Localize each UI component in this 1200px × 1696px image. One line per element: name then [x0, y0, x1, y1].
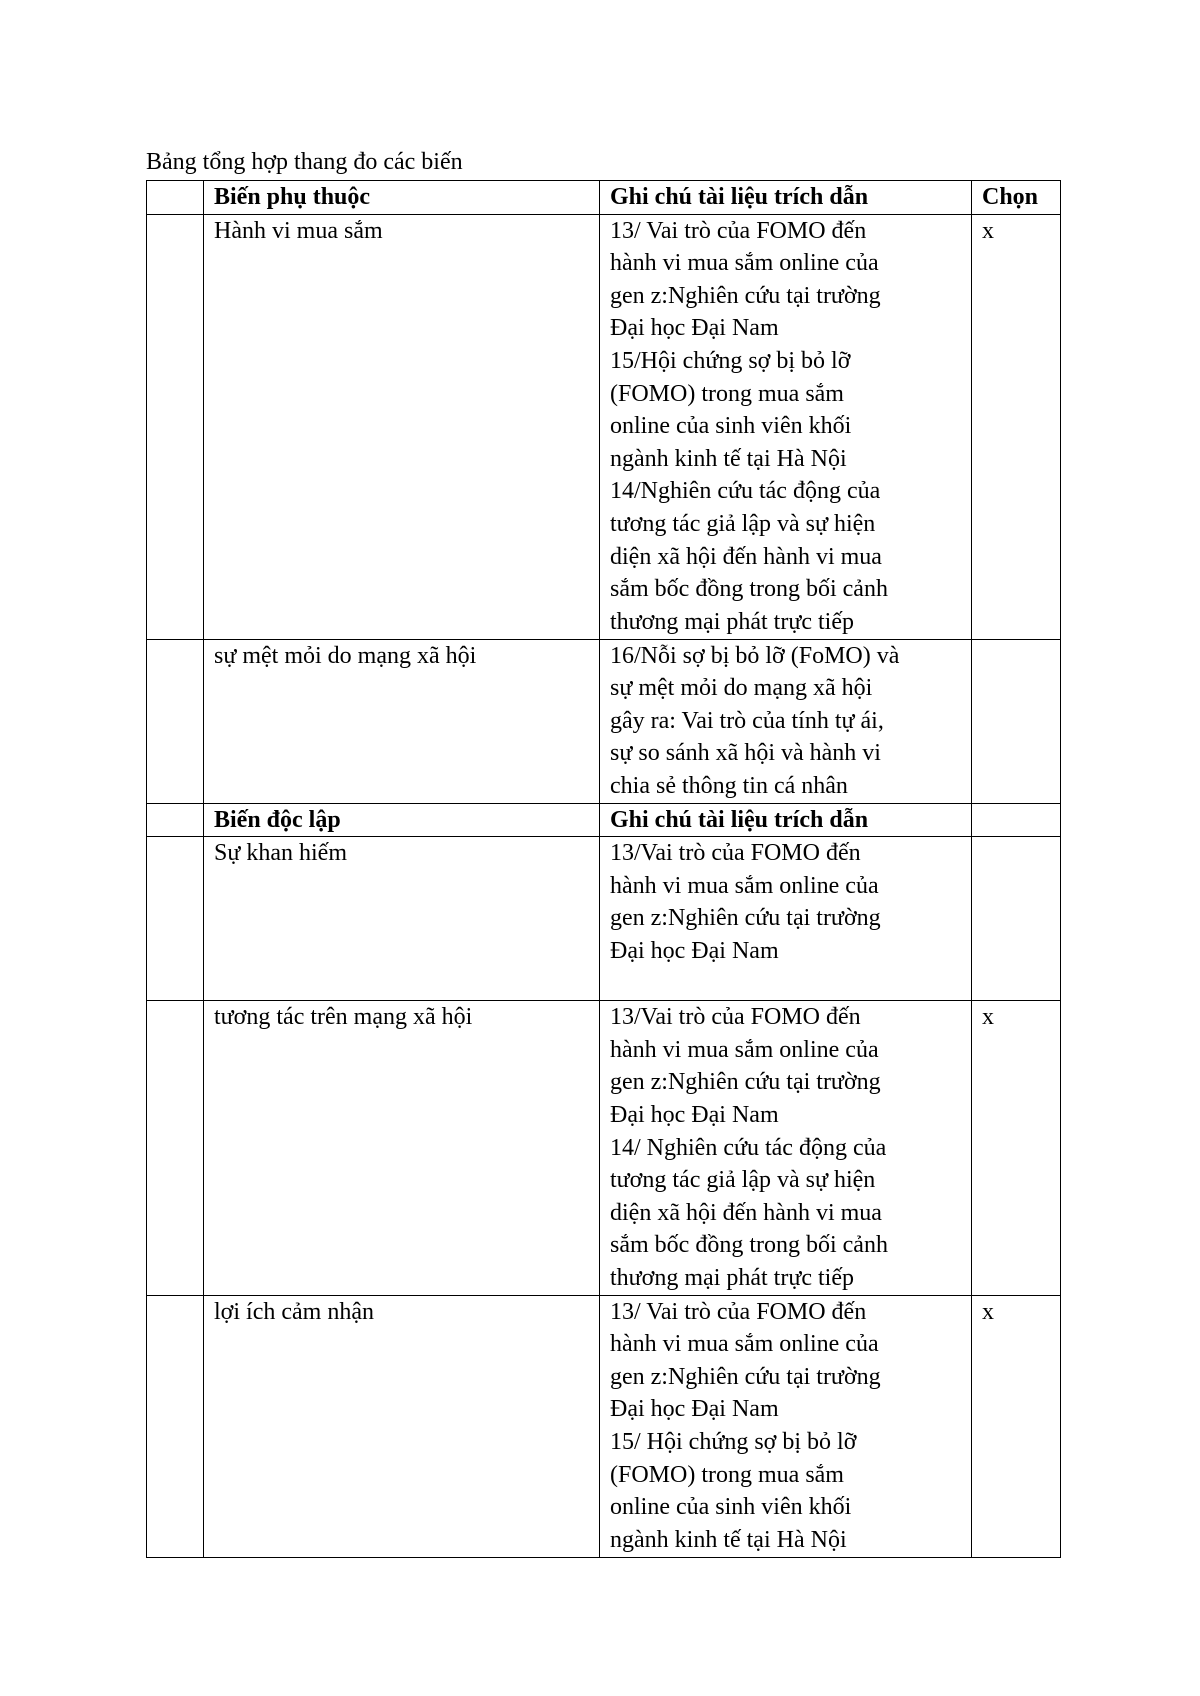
citation-note-cell: [600, 214, 972, 639]
header-dependent-note: Ghi chú tài liệu trích dẫn: [600, 181, 972, 215]
choose-cell: [972, 639, 1061, 803]
table-row: [147, 1295, 1061, 1557]
table-cell-index: [147, 837, 204, 1001]
citation-note-cell: [600, 639, 972, 803]
choose-mark: x: [982, 217, 994, 244]
table-row: [147, 837, 1061, 1001]
citation-note: 13/Vai trò của FOMO đến hành vi mua sắm online của gen z:Nghiên cứu tại trường Đại học Đại Nam: [610, 840, 881, 964]
table-cell-index: [147, 803, 204, 837]
document-title: Bảng tổng hợp thang đo các biến: [146, 149, 463, 175]
table-row: [147, 214, 1061, 639]
header-independent-note: Ghi chú tài liệu trích dẫn: [600, 803, 972, 837]
variable-scale-table: [146, 180, 1061, 1558]
choose-cell: [972, 1295, 1061, 1557]
choose-cell: [972, 214, 1061, 639]
table-cell-index: [147, 639, 204, 803]
header-dependent-variable: Biến phụ thuộc: [204, 181, 600, 215]
table-cell-index: [147, 1001, 204, 1295]
table-cell-index: [147, 214, 204, 639]
variable-name: lợi ích cảm nhận: [214, 1298, 374, 1325]
table-row: [147, 1001, 1061, 1295]
variable-name: Hành vi mua sắm: [214, 217, 383, 244]
header-independent-variable: Biến độc lập: [204, 803, 600, 837]
variable-name-cell: [204, 639, 600, 803]
choose-mark: x: [982, 1004, 994, 1031]
variable-name: tương tác trên mạng xã hội: [214, 1004, 473, 1031]
table-cell-index: [147, 1295, 204, 1557]
variable-name: Sự khan hiếm: [214, 840, 347, 867]
choose-cell: [972, 1001, 1061, 1295]
citation-note-cell: [600, 837, 972, 1001]
choose-cell: [972, 837, 1061, 1001]
citation-note: 13/Vai trò của FOMO đến hành vi mua sắm online của gen z:Nghiên cứu tại trường Đại học Đại Nam 14/ Nghiên cứu tác động của tương tác giả lập và sự hiện diện xã hội đến hành vi mua sắm bốc đồng trong bối cảnh thương mại phát trực tiếp: [610, 1004, 888, 1291]
citation-note: 16/Nỗi sợ bị bỏ lỡ (FoMO) và sự mệt mỏi do mạng xã hội gây ra: Vai trò của tính tự ái, sự so sánh xã hội và hành vi chia sẻ thông tin cá nhân: [610, 642, 900, 799]
table-row: [147, 639, 1061, 803]
citation-note: 13/ Vai trò của FOMO đến hành vi mua sắm online của gen z:Nghiên cứu tại trường Đại học Đại Nam 15/Hội chứng sợ bị bỏ lỡ (FOMO) trong mua sắm online của sinh viên khối ngành kinh tế tại Hà Nội 14/Nghiên cứu tác động của tương tác giả lập và sự hiện diện xã hội đến hành vi mua sắm bốc đồng trong bối cảnh thương mại phát trực tiếp: [610, 217, 888, 635]
variable-name-cell: [204, 1295, 600, 1557]
header-choose: Chọn: [972, 181, 1061, 215]
citation-note-cell: [600, 1001, 972, 1295]
variable-name-cell: [204, 214, 600, 639]
variable-name-cell: [204, 837, 600, 1001]
citation-note-cell: [600, 1295, 972, 1557]
variable-name: sự mệt mỏi do mạng xã hội: [214, 642, 477, 669]
citation-note: 13/ Vai trò của FOMO đến hành vi mua sắm online của gen z:Nghiên cứu tại trường Đại học Đại Nam 15/ Hội chứng sợ bị bỏ lỡ (FOMO) trong mua sắm online của sinh viên khối ngành kinh tế tại Hà Nội: [610, 1298, 881, 1553]
header-independent-choose: [972, 803, 1061, 837]
choose-mark: x: [982, 1298, 994, 1325]
variable-name-cell: [204, 1001, 600, 1295]
table-header-row-dependent: [147, 181, 1061, 215]
table-cell-index: [147, 181, 204, 215]
table-header-row-independent: [147, 803, 1061, 837]
